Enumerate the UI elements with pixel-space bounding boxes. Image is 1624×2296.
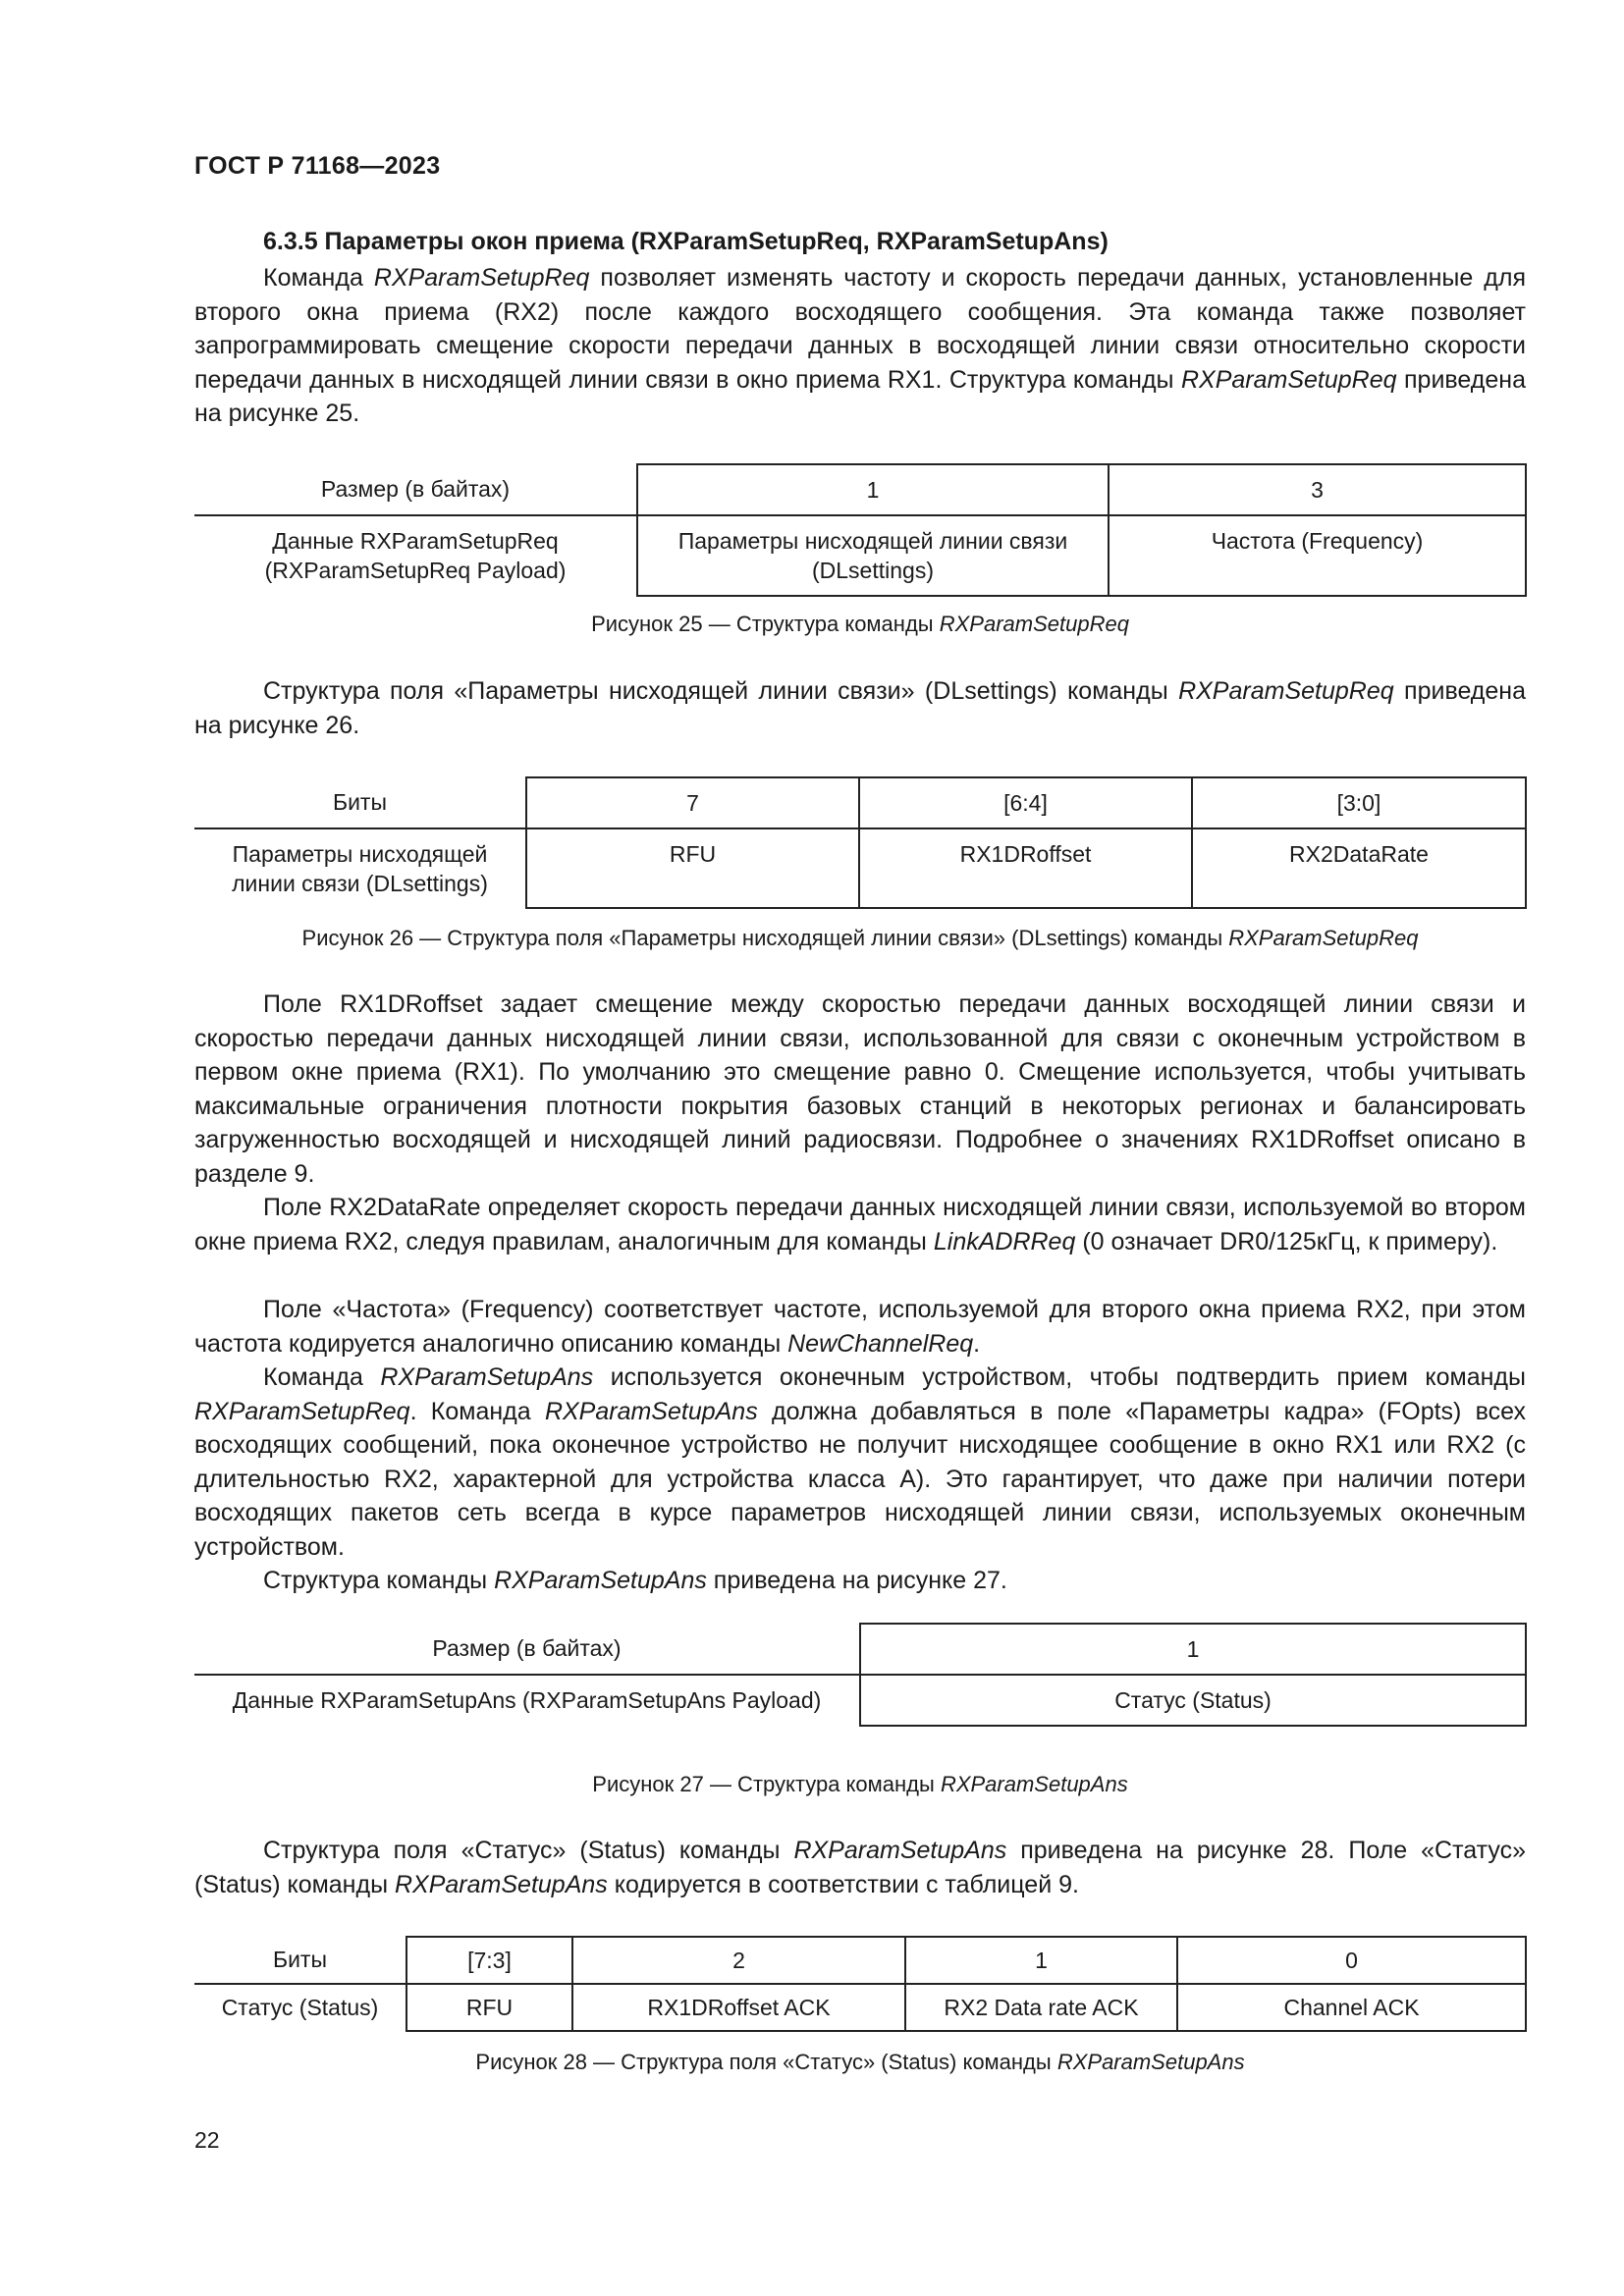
table-cell: 3 bbox=[1109, 464, 1526, 515]
section-title: 6.3.5 Параметры окон приема (RXParamSetupReq, RXParamSetupAns) bbox=[263, 228, 1109, 255]
paragraph-3: Поле RX1DRoffset задает смещение между скоростью передачи данных восходящей линии связи и скоростью передачи данных нисходящей линии связи, использованной для связи с оконечным устройством в первом окне приема (RX1). По умолчанию это смещение равно 0. Смещение используется, чтобы учитывать максимальные ограничения плотности покрытия базовых станций в некоторых регионах и балансировать загруженностью восходящей и нисходящей линий радиосвязи. Подробнее о значениях RX1DRoffset описано в разделе 9. bbox=[194, 990, 1526, 1188]
paragraph-6: Команда RXParamSetupAns используется оконечным устройством, чтобы подтвердить прием команды RXParamSetupReq. Команда RXParamSetupAns должна добавляться в поле «Параметры кадра» (FOpts) всех восходящих сообщений, пока оконечное устройство не получит нисходящее сообщение в окно RX1 или RX2 (с длительностью RX2, характерной для устройства класса А). Это гарантирует, что даже при наличии потери восходящих пакетов сеть всегда в курсе параметров нисходящей линии связи, используемых оконечным устройством. bbox=[194, 1363, 1527, 1561]
figure-26-table bbox=[194, 776, 1527, 909]
table-cell: 1 bbox=[860, 1624, 1526, 1675]
paragraph-5: Поле «Частота» (Frequency) соответствует частоте, используемой для второго окна приема RX2, при этом частота кодируется аналогично описанию команды NewChannelReq. bbox=[194, 1296, 1526, 1358]
table-cell: RX2 Data rate ACK bbox=[905, 1984, 1177, 2031]
table-cell: Биты bbox=[194, 1937, 406, 1984]
table-cell: [3:0] bbox=[1192, 777, 1526, 828]
paragraph-8: Структура поля «Статус» (Status) команды RXParamSetupAns приведена на рисунке 28. Поле «Статус» (Status) команды RXParamSetupAns кодируется в соответствии с таблицей 9. bbox=[194, 1837, 1526, 1898]
table-cell: Channel ACK bbox=[1177, 1984, 1526, 2031]
table-cell: Параметры нисходящей линии связи (DLsettings) bbox=[194, 828, 526, 908]
table-cell: Параметры нисходящей линии связи (DLsettings) bbox=[637, 515, 1109, 596]
table-cell: RFU bbox=[406, 1984, 572, 2031]
table-cell: Размер (в байтах) bbox=[194, 1624, 860, 1675]
table-cell: 7 bbox=[526, 777, 859, 828]
table-cell: Частота (Frequency) bbox=[1109, 515, 1526, 596]
page-number: 22 bbox=[194, 2127, 220, 2153]
table-cell: 0 bbox=[1177, 1937, 1526, 1984]
document-header: ГОСТ Р 71168—2023 bbox=[194, 152, 441, 180]
figure-28-table bbox=[194, 1936, 1527, 2032]
paragraph-7: Структура команды RXParamSetupAns приведена на рисунке 27. bbox=[263, 1567, 1007, 1594]
paragraph-4: Поле RX2DataRate определяет скорость передачи данных нисходящей линии связи, используемой во втором окне приема RX2, следуя правилам, аналогичным для команды LinkADRReq (0 означает DR0/125кГц, к примеру). bbox=[194, 1194, 1526, 1255]
table-cell: RX1DRoffset bbox=[859, 828, 1192, 908]
figure-25-table bbox=[194, 463, 1527, 597]
table-cell: 1 bbox=[905, 1937, 1177, 1984]
table-cell: Размер (в байтах) bbox=[194, 464, 637, 515]
table-cell: 2 bbox=[572, 1937, 905, 1984]
table-cell: Данные RXParamSetupAns (RXParamSetupAns Payload) bbox=[194, 1675, 860, 1726]
figure-27-table bbox=[194, 1623, 1527, 1727]
table-cell: Биты bbox=[194, 777, 526, 828]
table-cell: Статус (Status) bbox=[194, 1984, 406, 2031]
table-cell: [6:4] bbox=[859, 777, 1192, 828]
table-cell: Данные RXParamSetupReq (RXParamSetupReq Payload) bbox=[194, 515, 637, 596]
paragraph-1: Команда RXParamSetupReq позволяет изменять частоту и скорость передачи данных, установленные для второго окна приема (RX2) после каждого восходящего сообщения. Эта команда также позволяет запрограммировать смещение скорости передачи данных в восходящей линии связи относительно скорости передачи данных в нисходящей линии связи в окно приема RX1. Структура команды RXParamSetupReq приведена на рисунке 25. bbox=[194, 264, 1526, 427]
table-cell: 1 bbox=[637, 464, 1109, 515]
table-cell: RX2DataRate bbox=[1192, 828, 1526, 908]
table-cell: RX1DRoffset ACK bbox=[572, 1984, 905, 2031]
figure-26-caption: Рисунок 26 — Структура поля «Параметры нисходящей линии связи» (DLsettings) команды RXParamSetupReq bbox=[301, 926, 1419, 950]
figure-27-caption: Рисунок 27 — Структура команды RXParamSetupAns bbox=[592, 1772, 1128, 1796]
figure-25-caption: Рисунок 25 — Структура команды RXParamSetupReq bbox=[591, 612, 1129, 636]
figure-28-caption: Рисунок 28 — Структура поля «Статус» (Status) команды RXParamSetupAns bbox=[475, 2050, 1245, 2074]
table-cell: [7:3] bbox=[406, 1937, 572, 1984]
table-cell: RFU bbox=[526, 828, 859, 908]
table-cell: Статус (Status) bbox=[860, 1675, 1526, 1726]
paragraph-2: Структура поля «Параметры нисходящей линии связи» (DLsettings) команды RXParamSetupReq приведена на рисунке 26. bbox=[194, 677, 1526, 739]
